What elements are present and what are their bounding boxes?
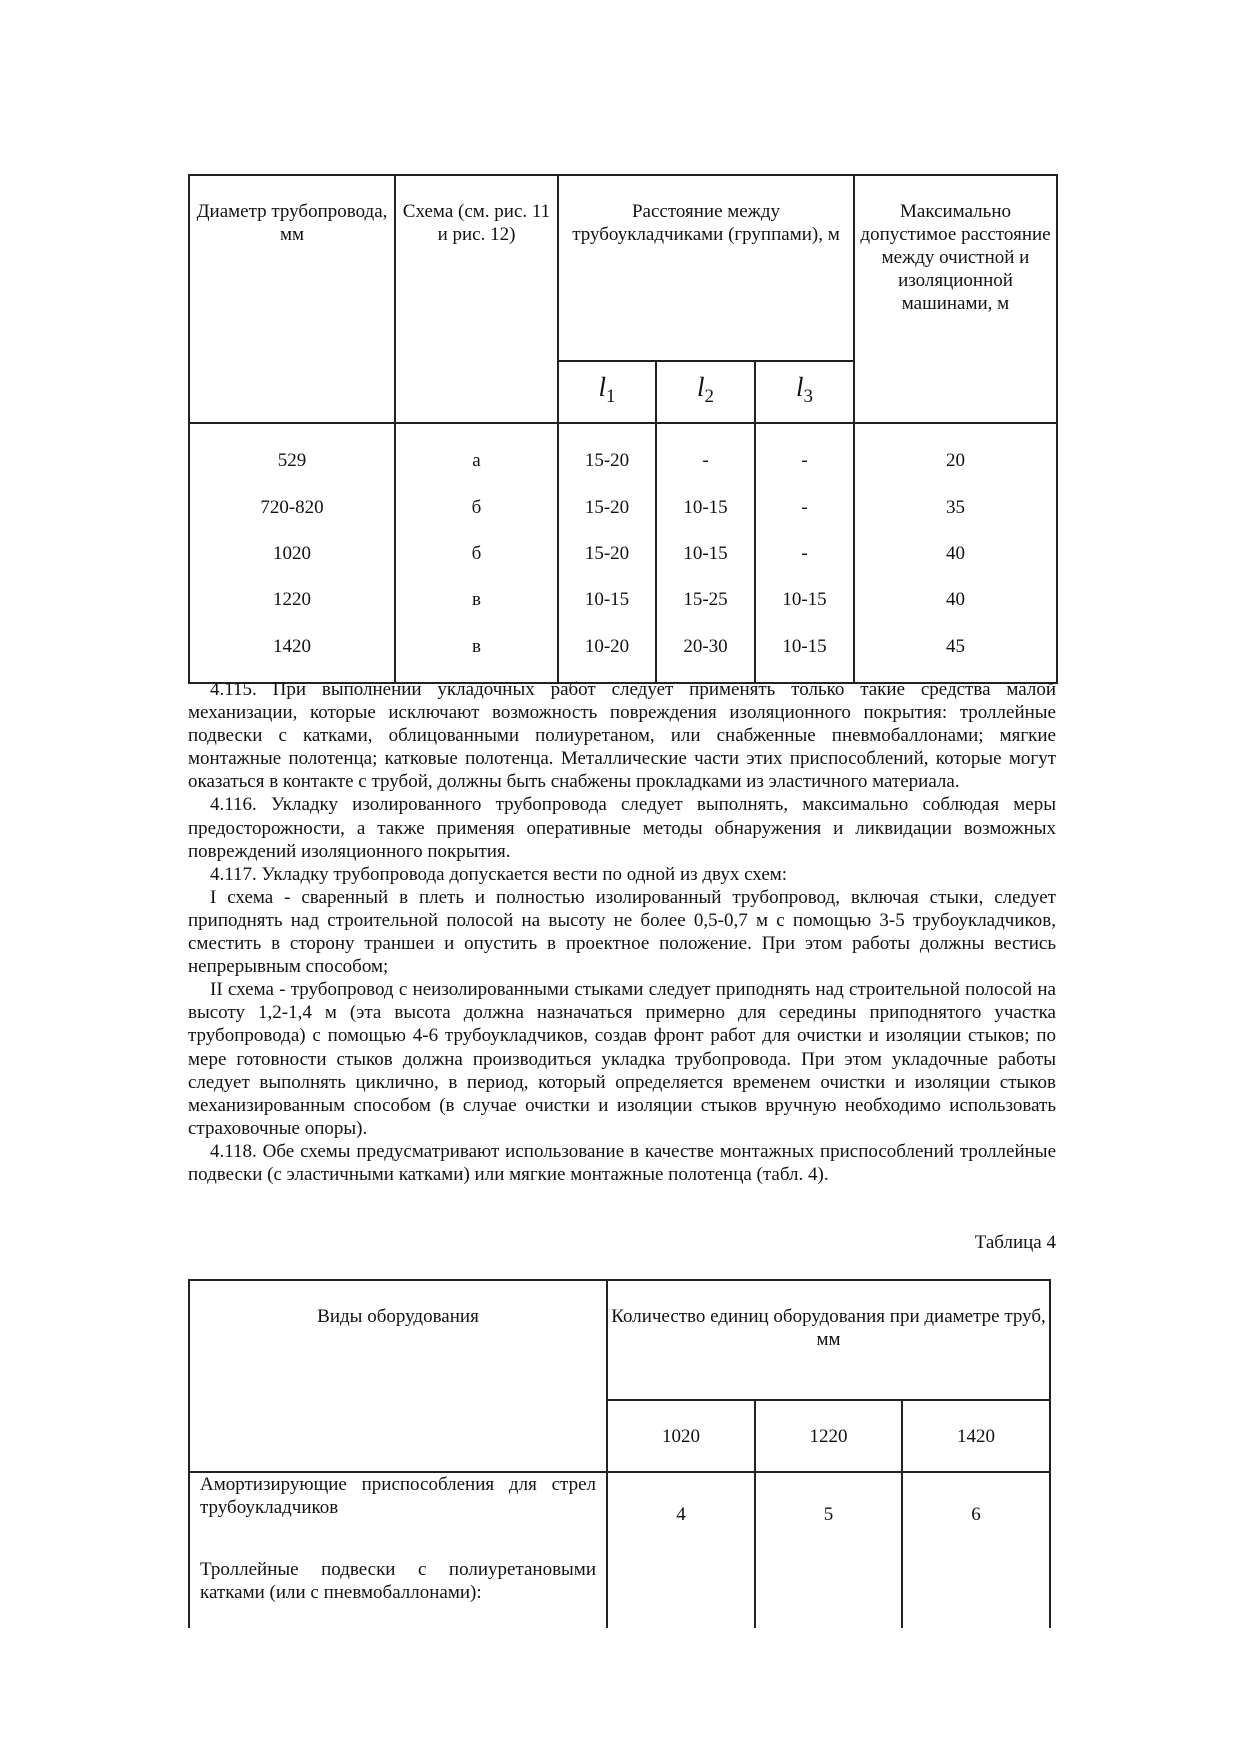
cell-scheme: в <box>395 576 558 622</box>
cell-scheme: б <box>395 484 558 530</box>
cell-l1: 10-15 <box>558 576 656 622</box>
table-row <box>189 1472 1050 1558</box>
distance-table <box>188 174 1058 684</box>
paragraph-scheme-2: II схема - трубопровод с неизолированными стыками следует приподнять над строительной полосой на высоту 1,2-1,4 м (эта высота должна назначаться примерно для середины приподнятого участка трубопровода) с помощью 4-6 трубоукладчиков, создав фронт работ для очистки и изоляции стыков; по мере готовности стыков должна производиться укладка трубопровода. При этом укладочные работы следует выполнять циклично, в период, который определяется временем очистки и изоляции стыков механизированным способом (в случае очистки и изоляции стыков вручную необходимо использовать страховочные опоры). <box>188 979 1056 1139</box>
cell-l1: 15-20 <box>558 423 656 484</box>
header-max-distance: Максимально допустимое расстояние между очистной и изоляционной машинами, м <box>854 175 1057 423</box>
cell-diameter: 1220 <box>189 576 395 622</box>
cell-scheme: б <box>395 530 558 576</box>
l2-symbol: l <box>696 372 705 402</box>
table-row <box>189 622 1057 683</box>
cell-l3: 10-15 <box>755 576 854 622</box>
header-l1 <box>558 361 656 423</box>
table-header-row <box>189 1280 1050 1400</box>
cell-l3: 10-15 <box>755 622 854 683</box>
table-row <box>189 530 1057 576</box>
cell-max: 40 <box>854 530 1057 576</box>
cell-l2: - <box>656 423 755 484</box>
cell-qty-1220: 5 <box>755 1472 902 1558</box>
table-row <box>189 423 1057 484</box>
cell-max: 35 <box>854 484 1057 530</box>
cell-scheme: а <box>395 423 558 484</box>
cell-max: 40 <box>854 576 1057 622</box>
paragraph-4-118: 4.118. Обе схемы предусматривают использование в качестве монтажных приспособлений троллейные подвески (с эластичными катками) или мягкие монтажные полотенца (табл. 4). <box>188 1140 1056 1185</box>
cell-diameter: 529 <box>189 423 395 484</box>
cell-scheme: в <box>395 622 558 683</box>
cell-l3: - <box>755 484 854 530</box>
header-scheme: Схема (см. рис. 11 и рис. 12) <box>395 175 558 423</box>
cell-l2: 15-25 <box>656 576 755 622</box>
header-l3 <box>755 361 854 423</box>
equipment-table <box>188 1279 1051 1628</box>
cell-l2: 20-30 <box>656 622 755 683</box>
paragraph-4-115: 4.115. При выполнении укладочных работ следует применять только такие средства малой механизации, которые исключают возможность повреждения изоляционного покрытия: троллейные подвески с катками, облицованными полиуретаном, или снабженные пневмобаллонами; мягкие монтажные полотенца; катковые полотенца. Металлические части этих приспособлений, которые могут оказаться в контакте с трубой, должны быть снабжены прокладками из эластичного материала. <box>188 679 1056 793</box>
header-quantity: Количество единиц оборудования при диаметре труб, мм <box>607 1280 1050 1400</box>
cell-qty-1420 <box>902 1558 1050 1628</box>
paragraph-4-117: 4.117. Укладку трубопровода допускается вести по одной из двух схем: <box>210 863 788 885</box>
cell-l1: 10-20 <box>558 622 656 683</box>
l1-subscript: 1 <box>606 386 616 407</box>
header-distance: Расстояние между трубоукладчиками (группами), м <box>558 175 854 361</box>
l1-symbol: l <box>598 372 606 402</box>
cell-l1: 15-20 <box>558 530 656 576</box>
header-diameter: Диаметр трубопровода, мм <box>189 175 395 423</box>
cell-max: 45 <box>854 622 1057 683</box>
cell-l3: - <box>755 423 854 484</box>
cell-max: 20 <box>854 423 1057 484</box>
table-row <box>189 484 1057 530</box>
table-caption: Таблица 4 <box>974 1232 1056 1253</box>
cell-diameter: 1020 <box>189 530 395 576</box>
cell-qty-1020: 4 <box>607 1472 755 1558</box>
cell-l2: 10-15 <box>656 530 755 576</box>
cell-equipment-name: Троллейные подвески с полиуретановыми катками (или с пневмобаллонами): <box>189 1558 607 1628</box>
l2-subscript: 2 <box>704 386 714 407</box>
cell-l2: 10-15 <box>656 484 755 530</box>
header-l2 <box>656 361 755 423</box>
cell-qty-1220 <box>755 1558 902 1628</box>
paragraph-scheme-1: I схема - сваренный в плеть и полностью изолированный трубопровод, включая стыки, следует приподнять над строительной полосой на высоту не более 0,5-0,7 м с помощью 3-5 трубоукладчиков, сместить в сторону траншеи и опустить в проектное положение. При этом работы должны вестись непрерывным способом; <box>188 886 1056 978</box>
l3-subscript: 3 <box>803 386 813 407</box>
table-row <box>189 576 1057 622</box>
cell-qty-1420: 6 <box>902 1472 1050 1558</box>
header-equipment: Виды оборудования <box>189 1280 607 1472</box>
cell-l3: - <box>755 530 854 576</box>
header-d1220: 1220 <box>755 1400 902 1472</box>
cell-equipment-name: Амортизирующие приспособления для стрел трубоукладчиков <box>189 1472 607 1558</box>
header-d1420: 1420 <box>902 1400 1050 1472</box>
cell-l1: 15-20 <box>558 484 656 530</box>
table-header-row <box>189 175 1057 361</box>
table-row <box>189 1558 1050 1628</box>
cell-qty-1020 <box>607 1558 755 1628</box>
header-d1020: 1020 <box>607 1400 755 1472</box>
l3-symbol: l <box>795 372 804 402</box>
paragraph-4-116: 4.116. Укладку изолированного трубопровода следует выполнять, максимально соблюдая меры предосторожности, а также применяя оперативные методы обнаружения и ликвидации возможных повреждений изоляционного покрытия. <box>188 794 1056 862</box>
cell-diameter: 720-820 <box>189 484 395 530</box>
body-text <box>188 678 1056 1186</box>
cell-diameter: 1420 <box>189 622 395 683</box>
